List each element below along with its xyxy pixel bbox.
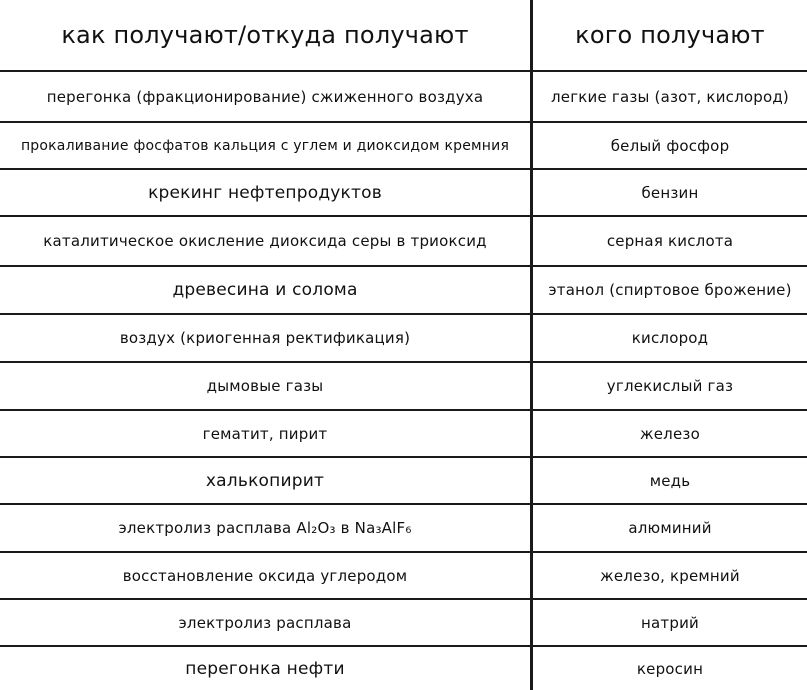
product-cell: железо, кремний [600,566,740,585]
source-cell: перегонка (фракционирование) сжиженного воздуха [46,87,484,106]
source-cell: дымовые газы [206,377,324,395]
source-cell: электролиз расплава Al₂O₃ в Na₃AlF₆ [118,519,412,537]
source-cell: восстановление оксида углеродом [122,566,408,585]
product-cell: алюминий [628,519,712,537]
product-cell: этанол (спиртовое брожение) [548,281,792,299]
source-cell: крекинг нефтепродуктов [148,182,382,203]
source-cell: древесина и солома [172,280,358,300]
product-cell: кислород [631,329,709,347]
product-cell: легкие газы (азот, кислород) [551,87,789,106]
product-cell: белый фосфор [610,136,730,155]
source-cell: электролиз расплава [178,613,352,632]
product-cell: серная кислота [606,232,734,250]
product-cell: медь [649,471,691,490]
source-cell: каталитическое окисление диоксида серы в триоксид [43,232,487,250]
source-cell: прокаливание фосфатов кальция с углем и диоксидом кремния [20,137,510,154]
product-cell: железо [640,424,700,443]
header-product: кого получают [575,21,765,49]
product-cell: керосин [636,659,704,678]
product-cell: углекислый газ [606,377,734,395]
product-cell: бензин [641,183,699,202]
source-cell: халькопирит [205,470,325,491]
source-cell: воздух (криогенная ректификация) [119,329,411,347]
source-cell: перегонка нефти [185,658,345,679]
source-cell: гематит, пирит [202,424,328,443]
product-cell: натрий [641,613,699,632]
header-source: как получают/откуда получают [61,21,469,49]
